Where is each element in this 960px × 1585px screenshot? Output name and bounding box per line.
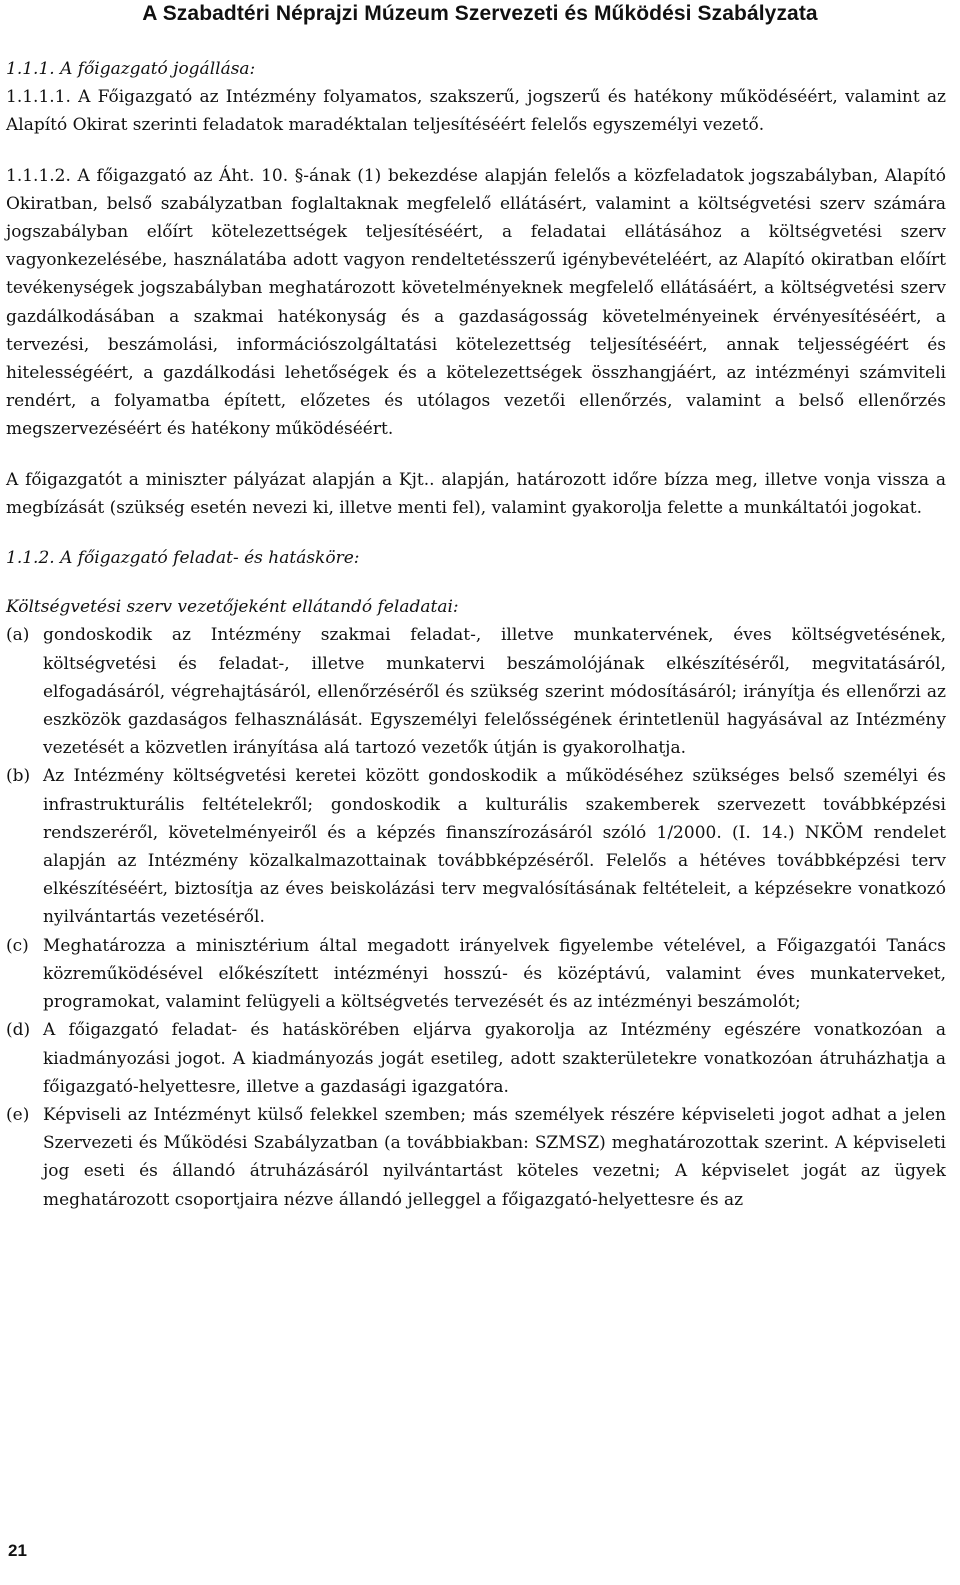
- paragraph-appointment: A főigazgatót a miniszter pályázat alapján a Kjt.. alapján, határozott időre bízza meg, illetve vonja vissza a megbízását (szükség esetén nevezi ki, illetve menti fel), valamint gyakorolja felette a munkáltatói jogokat.: [6, 469, 946, 518]
- paragraph-1-1-1-2: 1.1.1.2. A főigazgató az Áht. 10. §-ának (1) bekezdése alapján felelős a közfeladatok jogszabályban, Alapító Okiratban, belső szabályzatban foglaltaknak megfelelő ellátásért, valamint a költségvetési szerv számára jogszabályban előírt kötelezettségek teljesítéséért, a feladatai ellátásához a költségvetési szerv vagyonkezelésébe, használatába adott vagyon rendeltetésszerű igénybevételéért, az Alapító okiratban előírt tevékenységek jogszabályban meghatározott követelményeknek megfelelő ellátásáért, a költségvetési szerv gazdálkodásában a szakmai hatékonyság és a gazdaságosság követelményeinek érvényesítéséért, a tervezési, beszámolási, információszolgáltatási kötelezettség teljesítéséért, annak teljességéért és hitelességéért, a gazdálkodási lehetőségek és a kötelezettségek összhangjáért, az intézményi számviteli rendért, a folyamatba épített, előzetes és utólagos vezetői ellenőrzés, valamint a belső ellenőrzés megszervezéséért és hatékony működéséért.: [6, 165, 946, 440]
- list-item-label: (e): [6, 1104, 30, 1125]
- subheading-feladatai: Költségvetési szerv vezetőjeként ellátandó feladatai:: [6, 597, 459, 618]
- document-header-title: A Szabadtéri Néprajzi Múzeum Szervezeti és Működési Szabályzata: [142, 2, 818, 25]
- spacer: [6, 522, 946, 544]
- list-item: [6, 1101, 946, 1214]
- spacer: [6, 444, 946, 466]
- list-item-label: (b): [6, 766, 31, 787]
- list-item-text: gondoskodik az Intézmény szakmai feladat-, illetve munkatervének, éves költségvetésének, költségvetési és feladat-, illetve munkatervi beszámolójának elkészítéséről, megvitatásáról, elfogadásáról, végrehajtásáról, ellenőrzéséről és szükség szerint módosításáról; irányítja és ellenőrzi az eszközök gazdaságos felhasználását. Egyszemélyi felelősségének érintetlenül hagyásával az Intézmény vezetését a közvetlen irányítása alá tartozó vezetők útján is gyakorolhatja.: [43, 625, 946, 759]
- list-item: [6, 762, 946, 931]
- list-item-text: Képviseli az Intézményt külső felekkel szemben; más személyek részére képviseleti jogot adhat a jelen Szervezeti és Működési Szabályzatban (a továbbiakban: SZMSZ) meghatározottak szerint. A képviseleti jog eseti és állandó átruházásáról nyilvántartást köteles vezetni; A képviselet jogát az ügyek meghatározott csoportjaira nézve állandó jelleggel a főigazgató-helyettesre és az: [43, 1104, 946, 1210]
- paragraph-1-1-1-1: 1.1.1.1. A Főigazgató az Intézmény folyamatos, szakszerű, jogszerű és hatékony működéséért, valamint az Alapító Okirat szerinti feladatok maradéktalan teljesítéséért felelős egyszemélyi vezető.: [6, 87, 946, 136]
- spacer: [6, 140, 946, 162]
- spacer: [6, 572, 946, 593]
- task-list: [6, 621, 946, 1213]
- document-body: [6, 55, 946, 1214]
- list-item: [6, 932, 946, 1017]
- list-item: [6, 1016, 946, 1101]
- list-item-label: (a): [6, 625, 30, 646]
- list-item-text: Meghatározza a minisztérium által megadott irányelvek figyelembe vételével, a Főigazgatói Tanács közreműködésével előkészített intézményi hosszú- és középtávú, valamint éves munkaterveket, programokat, valamint felügyeli a költségvetés tervezését és az intézményi beszámolót;: [43, 935, 946, 1013]
- list-item-text: Az Intézmény költségvetési keretei között gondoskodik a működéséhez szükséges belső személyi és infrastrukturális feltételekről; gondoskodik a kulturális szakemberek szervezett továbbképzési rendszeréről, követelményeiről és a képzés finanszírozásáról szóló 1/2000. (I. 14.) NKÖM rendelet alapján az Intézmény közalkalmazottainak továbbképzéséről. Felelős a hétéves továbbképzési terv elkészítéséért, biztosítja az éves beiskolázási terv megvalósításának feltételeit, a képzésekre vonatkozó nyilvántartás vezetéséről.: [43, 766, 946, 928]
- section-heading-feladat-hataskore: 1.1.2. A főigazgató feladat- és hatásköre:: [6, 548, 360, 569]
- list-item-text: A főigazgató feladat- és hatáskörében eljárva gyakorolja az Intézmény egészére vonatkozóan a kiadmányozási jogot. A kiadmányozás jogát esetileg, adott szakterületekre vonatkozóan átruházhatja a főigazgató-helyettesre, illetve a gazdasági igazgatóra.: [43, 1020, 946, 1097]
- section-heading-jogallasa: 1.1.1. A főigazgató jogállása:: [6, 59, 256, 79]
- list-item-label: (c): [6, 935, 29, 956]
- list-item-label: (d): [6, 1020, 31, 1041]
- page-number: 21: [8, 1541, 27, 1560]
- list-item: [6, 621, 946, 762]
